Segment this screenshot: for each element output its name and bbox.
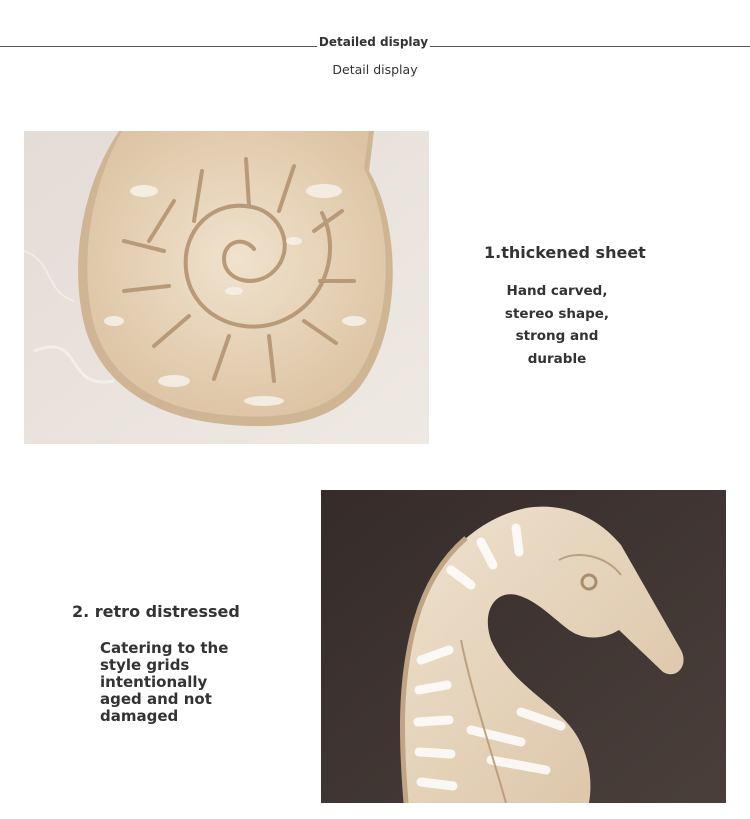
feature-2-line: aged and not <box>100 690 212 708</box>
feature-2-description <box>100 640 228 725</box>
feature-1-line: strong and <box>515 328 599 344</box>
seahorse-carving-photo <box>321 490 726 803</box>
section-subtitle: Detail display <box>332 62 418 77</box>
feature-1-title: 1.thickened sheet <box>484 243 646 262</box>
feature-2-line: damaged <box>100 707 179 725</box>
feature-2-line: style grids <box>100 656 190 674</box>
header-divider-right <box>430 46 750 47</box>
section-title: Detailed display <box>318 35 429 49</box>
feature-2-title: 2. retro distressed <box>72 602 240 621</box>
feature-2-line: intentionally <box>100 673 208 691</box>
feature-1-line: stereo shape, <box>504 305 610 322</box>
feature-1-line: durable <box>527 350 587 367</box>
header-divider-left <box>0 46 317 47</box>
feature-1-description <box>497 280 617 370</box>
shell-carving-photo <box>24 131 429 444</box>
feature-1-line: Hand carved, <box>506 283 608 299</box>
feature-2-line: Catering to the <box>100 639 229 657</box>
